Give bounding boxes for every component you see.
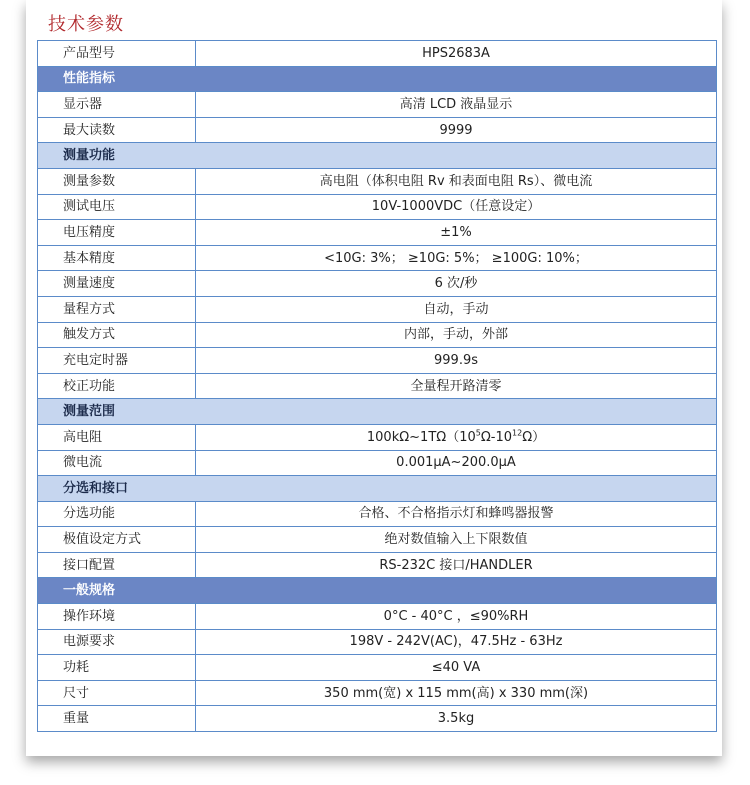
spec-key: 尺寸 [38,680,196,706]
spec-value: 0.001μA~200.0μA [196,450,717,476]
spec-value: 350 mm(宽) x 115 mm(高) x 330 mm(深) [196,680,717,706]
spec-key: 量程方式 [38,296,196,322]
spec-value: 999.9s [196,348,717,374]
section-label: 一般规格 [38,578,717,604]
spec-row [38,348,717,374]
spec-value: 0°C - 40°C ，≤90%RH [196,604,717,630]
spec-row [38,220,717,246]
spec-value: HPS2683A [196,41,717,67]
spec-key: 微电流 [38,450,196,476]
spec-key: 产品型号 [38,41,196,67]
spec-value: 高电阻（体积电阻 Rv 和表面电阻 Rs）、微电流 [196,168,717,194]
page-title: 技术参数 [48,14,124,35]
spec-row [38,194,717,220]
section-label: 测量功能 [38,143,717,169]
spec-value: 高清 LCD 液晶显示 [196,92,717,118]
spec-value-part: 12 [512,428,523,438]
spec-row [38,527,717,553]
spec-key: 显示器 [38,92,196,118]
spec-key: 测量参数 [38,168,196,194]
spec-row [38,117,717,143]
spec-key: 触发方式 [38,322,196,348]
spec-value: 全量程开路清零 [196,373,717,399]
spec-key: 最大读数 [38,117,196,143]
spec-value: 内部，手动，外部 [196,322,717,348]
spec-value: 9999 [196,117,717,143]
spec-row [38,604,717,630]
spec-row [38,245,717,271]
spec-value: 绝对数值输入上下限数值 [196,527,717,553]
spec-value: 198V - 242V(AC)，47.5Hz - 63Hz [196,629,717,655]
section-header [38,143,717,169]
section-label: 测量范围 [38,399,717,425]
spec-row [38,450,717,476]
spec-row [38,271,717,297]
spec-value: <10G: 3%； ≥10G: 5%； ≥100G: 10%； [196,245,717,271]
section-header [38,399,717,425]
spec-row [38,706,717,732]
spec-row [38,168,717,194]
section-label: 分选和接口 [38,476,717,502]
spec-row [38,373,717,399]
spec-value: RS-232C 接口/HANDLER [196,552,717,578]
spec-value [196,424,717,450]
spec-row [38,680,717,706]
spec-key: 高电阻 [38,424,196,450]
spec-key: 分选功能 [38,501,196,527]
spec-key: 校正功能 [38,373,196,399]
spec-key: 测量速度 [38,271,196,297]
spec-row [38,629,717,655]
spec-key: 基本精度 [38,245,196,271]
spec-table-body [38,41,717,732]
spec-value: ±1% [196,220,717,246]
spec-value-part: Ω-10 [480,429,512,445]
spec-key: 电压精度 [38,220,196,246]
spec-key: 电源要求 [38,629,196,655]
spec-row [38,501,717,527]
spec-value: ≤40 VA [196,655,717,681]
spec-key: 充电定时器 [38,348,196,374]
spec-value-part: 5 [475,428,481,438]
spec-value: 6 次/秒 [196,271,717,297]
spec-value-part: Ω） [522,429,546,445]
spec-value: 自动，手动 [196,296,717,322]
spec-row [38,424,717,450]
section-label: 性能指标 [38,66,717,92]
spec-row [38,41,717,67]
spec-value: 3.5kg [196,706,717,732]
spec-table [37,40,717,732]
spec-key: 功耗 [38,655,196,681]
spec-key: 测试电压 [38,194,196,220]
section-header [38,578,717,604]
spec-value-part: 100kΩ~1TΩ（10 [366,429,476,445]
spec-row [38,92,717,118]
spec-key: 操作环境 [38,604,196,630]
spec-row [38,552,717,578]
spec-key: 极值设定方式 [38,527,196,553]
spec-row [38,322,717,348]
section-header [38,66,717,92]
spec-key: 重量 [38,706,196,732]
spec-value: 10V-1000VDC（任意设定） [196,194,717,220]
spec-key: 接口配置 [38,552,196,578]
spec-row [38,296,717,322]
spec-value: 合格、不合格指示灯和蜂鸣器报警 [196,501,717,527]
spec-row [38,655,717,681]
section-header [38,476,717,502]
